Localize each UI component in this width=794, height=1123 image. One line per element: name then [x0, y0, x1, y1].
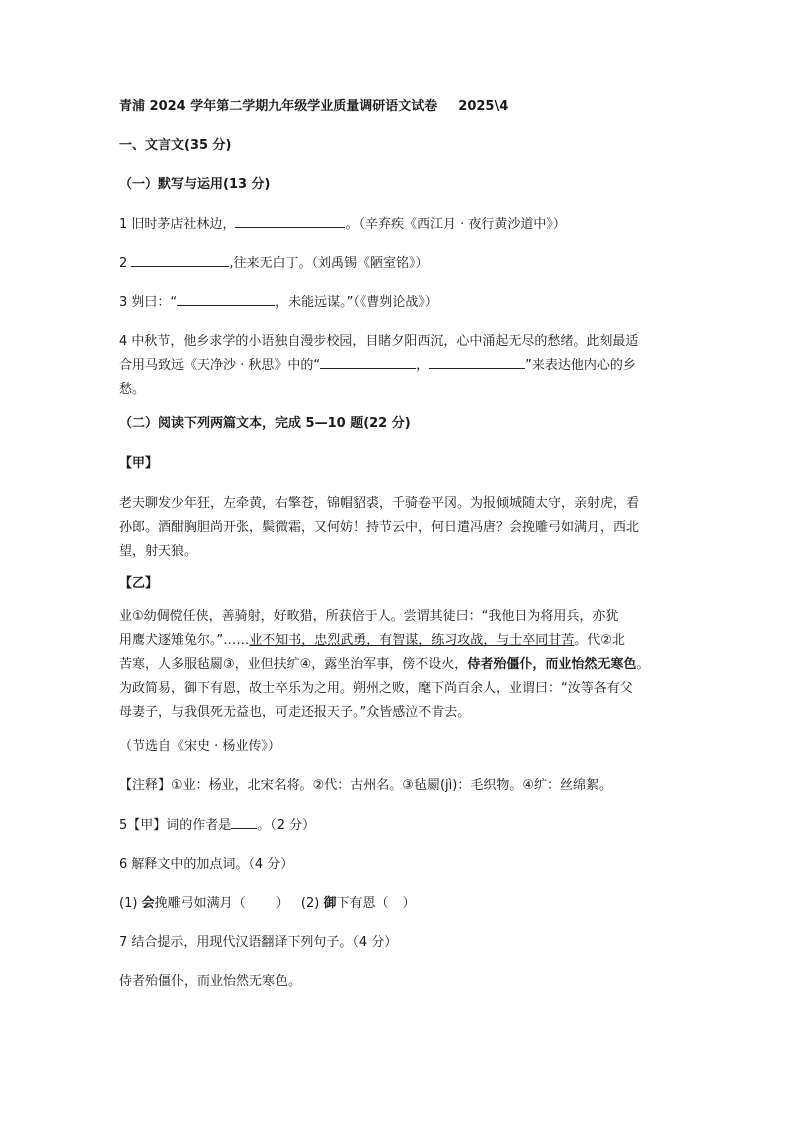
question-1: 1 旧时茅店社林边， 。（辛弃疾《西江月 · 夜行黄沙道中》） — [119, 213, 679, 237]
underlined-sentence: 业不知书，忠烈武勇，有智谋，练习攻战，与士卒同甘苦 — [249, 633, 575, 648]
part2-title: （二）阅读下列两篇文本，完成 5—10 题(22 分) — [119, 416, 411, 431]
answer-blank[interactable] — [320, 354, 416, 369]
question-4: 4 中秋节，他乡求学的小语独自漫步校园，目睹夕阳西沉，心中涌起无尽的愁绪。此刻最适 合用马致远《天净沙 · 秋思》中的“ ， ”来表达他内心的乡 愁。 — [119, 334, 639, 397]
text-yi: 业①幼倜傥任侠，善骑射，好畋猎，所获倍于人。尝谓其徒曰：“我他日为将用兵，亦犹 用鹰犬逐雉兔尔。”……业不知书，忠烈武勇，有智谋，练习攻战，与士卒同甘苦。代②北 苦寒，人多服毡罽③，业但扶纩④，露坐治军事，傍不设火，侍者殆僵仆，而业怡然无寒色。 为政简易，御下有恩，故士卒乐为之用。朔州之败，麾下尚百余人，业谓曰：“汝等各有父 母妻子，与我俱死无益也，可走还报天子。”众皆感泣不肯去。 — [119, 609, 650, 720]
answer-blank[interactable] — [231, 814, 257, 829]
question-6: 6 解释文中的加点词。（4 分） — [119, 857, 294, 872]
answer-blank[interactable] — [177, 291, 275, 306]
dotted-word: 会 — [141, 896, 155, 911]
text-yi-label: 【乙】 — [119, 576, 159, 591]
answer-blank[interactable] — [429, 354, 525, 369]
exam-date: 2025\4 — [458, 99, 509, 114]
answer-blank[interactable] — [235, 213, 345, 228]
annotation-notes: 【注释】①业：杨业，北宋名将。②代：古州名。③毡罽(jì)：毛织物。④纩：丝绵絮。 — [119, 778, 612, 793]
part1-title: （一）默写与运用(13 分) — [119, 177, 271, 192]
exam-header — [119, 95, 679, 119]
exam-title: 青浦 2024 学年第二学期九年级学业质量调研语文试卷 — [119, 99, 438, 114]
question-6-items: (1) 会挽雕弓如满月（ ） (2) 御下有恩（ ） — [119, 896, 416, 911]
question-7: 7 结合提示，用现代汉语翻译下列句子。（4 分） — [119, 935, 398, 950]
text-yi-source: （节选自《宋史 · 杨业传》） — [119, 739, 281, 754]
question-3: 3 刿曰：“ ，未能远谋。”（《曹刿论战》） — [119, 291, 679, 315]
dotted-word: 御 — [323, 896, 337, 911]
question-5: 5【甲】词的作者是 。（2 分） — [119, 814, 679, 838]
bold-sentence: 侍者殆僵仆，而业怡然无寒色 — [467, 657, 637, 672]
text-jia: 老夫聊发少年狂，左牵黄，右擎苍，锦帽貂裘，千骑卷平冈。为报倾城随太守，亲射虎，看 孙郎。酒酣胸胆尚开张，鬓微霜，又何妨！持节云中，何日遣冯唐？会挽雕弓如满月，西北 望，射天狼。 — [119, 496, 640, 559]
section-title: 一、文言文(35 分) — [119, 138, 232, 153]
answer-blank[interactable] — [131, 252, 229, 267]
question-7-sentence: 侍者殆僵仆，而业怡然无寒色。 — [119, 974, 302, 989]
question-2: 2 ,往来无白丁。（刘禹锡《陋室铭》） — [119, 252, 679, 276]
text-jia-label: 【甲】 — [119, 456, 159, 471]
